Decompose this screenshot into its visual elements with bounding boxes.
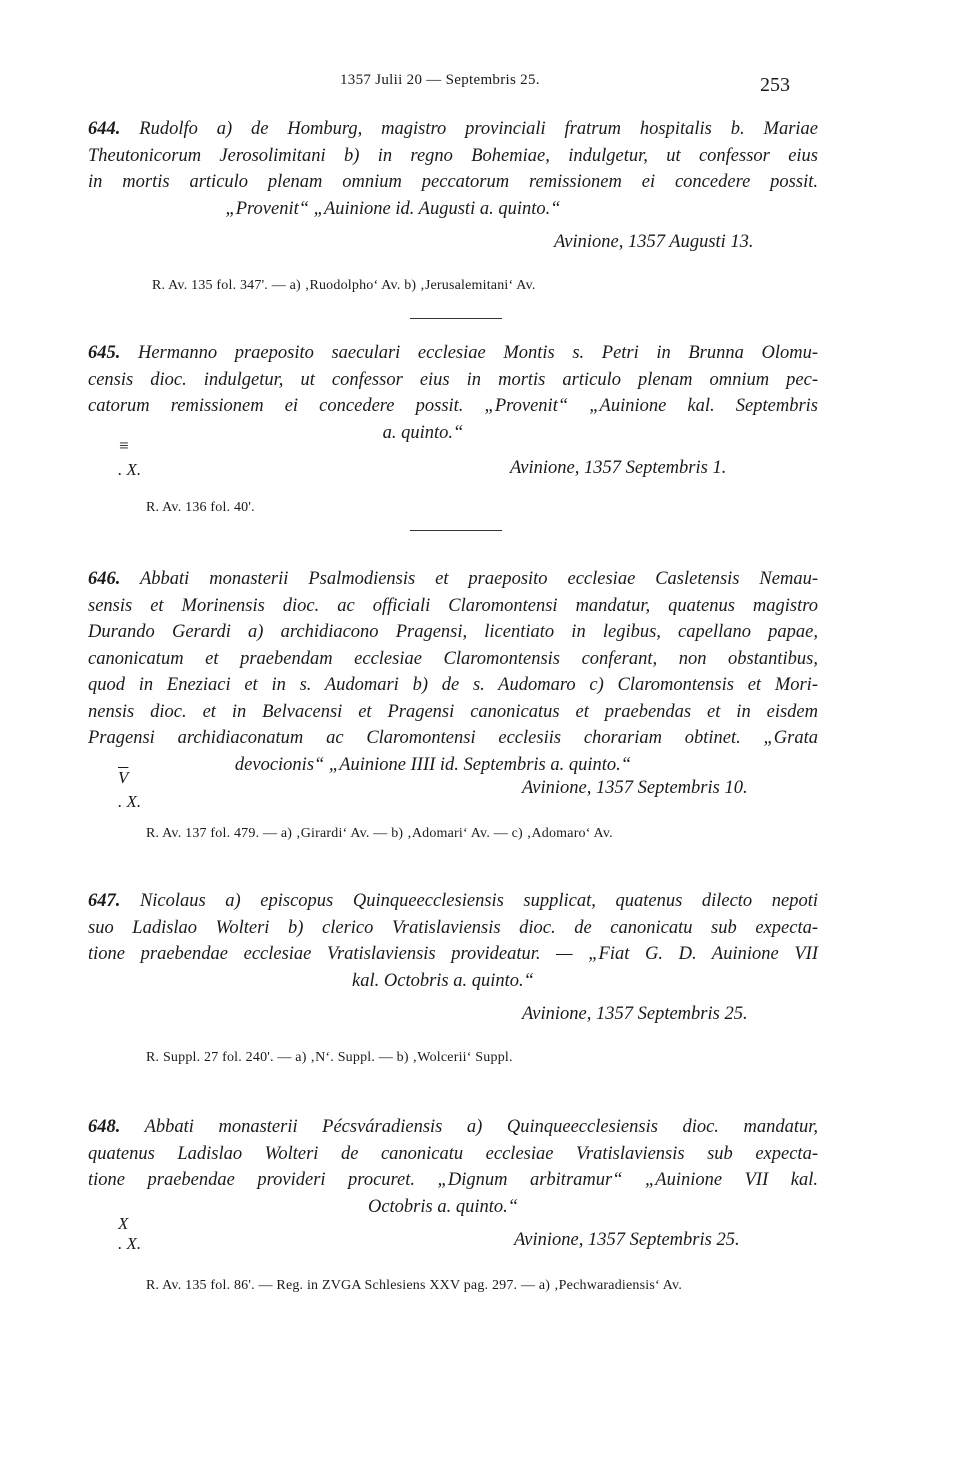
running-head: 1357 Julii 20 — Septembris 25. xyxy=(340,72,540,88)
entry-line: quatenus Ladislao Wolteri de canonicatu ecclesiae Vratislaviensis sub expecta- xyxy=(88,1143,818,1164)
entry-line xyxy=(88,566,818,593)
entry-line: suo Ladislao Wolteri b) clerico Vratislaviensis dioc. de canonicatu sub expecta- xyxy=(88,917,818,938)
entry-line: kal. Octobris a. quinto.“ xyxy=(352,970,534,991)
entry-line: tione praebendae provideri procuret. „Dignum arbitramur“ „Auinione VII kal. xyxy=(88,1170,818,1190)
entry-line xyxy=(88,116,818,143)
entry-note: R. Av. 135 fol. 86'. — Reg. in ZVGA Schlesiens XXV pag. 297. — a) ‚Pechwaradiensis‘ Av. xyxy=(146,1278,683,1293)
margin-mark: $\overline{V}$ xyxy=(118,768,129,787)
entry-line: „Provenit“ „Auinione id. Augusti a. quinto.“ xyxy=(225,198,561,219)
entry-648 xyxy=(88,1114,818,1220)
entry-line xyxy=(88,340,818,367)
entry-note: R. Av. 137 fol. 479. — a) ‚Girardi‘ Av. — b) ‚Adomari‘ Av. — c) ‚Adomaro‘ Av. xyxy=(146,826,613,841)
divider xyxy=(410,530,502,531)
entry-number: 647. xyxy=(88,891,121,911)
page-number: 253 xyxy=(760,74,790,96)
entry-note: R. Av. 136 fol. 40'. xyxy=(146,500,255,515)
entry-646 xyxy=(88,566,818,778)
entry-date: Avinione, 1357 Augusti 13. xyxy=(554,232,754,252)
entry-text: Nicolaus a) episcopus Quinqueecclesiensis supplicat, quatenus dilecto nepoti xyxy=(139,891,818,911)
entry-line: in mortis articulo plenam omnium peccatorum remissionem ei concedere possit. xyxy=(88,172,818,192)
entry-line: a. quinto.“ xyxy=(382,422,464,443)
entry-number: 648. xyxy=(88,1117,121,1137)
margin-mark: . X. xyxy=(118,1234,142,1253)
entry-date: Avinione, 1357 Septembris 10. xyxy=(522,778,748,798)
entry-line: quod in Eneziaci et in s. Audomari b) de s. Audomaro c) Claromontensis et Mori- xyxy=(88,675,818,695)
entry-date: Avinione, 1357 Septembris 25. xyxy=(514,1230,740,1250)
divider xyxy=(410,318,502,319)
entry-number: 645. xyxy=(88,343,121,363)
entry-note: R. Av. 135 fol. 347'. — a) ‚Ruodolpho‘ Av. b) ‚Jerusalemitani‘ Av. xyxy=(152,278,536,293)
entry-line: Durando Gerardi a) archidiacono Pragensi, licentiato in legibus, capellano papae, xyxy=(88,622,818,642)
margin-mark: X xyxy=(118,1214,129,1233)
entry-text: Abbati monasterii Psalmodiensis et praeposito ecclesiae Casletensis Nemau- xyxy=(139,569,818,589)
entry-line: catorum remissionem ei concedere possit. „Provenit“ „Auinione kal. Septembris xyxy=(88,396,818,416)
entry-line: devocionis“ „Auinione IIII id. Septembris a. quinto.“ xyxy=(234,754,632,775)
entry-line: Pragensi archidiaconatum ac Claromontensi ecclesiis chorariam obtinet. „Grata xyxy=(88,728,818,748)
entry-line: tione praebendae ecclesiae Vratislaviensis provideatur. — „Fiat G. D. Auinione VII xyxy=(88,944,818,964)
entry-line xyxy=(88,888,818,915)
entry-647 xyxy=(88,888,818,994)
entry-line: sensis et Morinensis dioc. ac officiali Claromontensi mandatur, quatenus magistro xyxy=(88,595,818,616)
entry-text: Hermanno praeposito saeculari ecclesiae Montis s. Petri in Brunna Olomu- xyxy=(137,343,818,363)
entry-text: Abbati monasterii Pécsváradiensis a) Quinqueecclesiensis dioc. mandatur, xyxy=(144,1117,819,1137)
entry-line: canonicatum et praebendam ecclesiae Claromontensis conferant, non obstantibus, xyxy=(88,648,818,669)
margin-mark: ≡ xyxy=(118,436,130,455)
entry-644 xyxy=(88,116,818,222)
margin-mark: . X. xyxy=(118,460,142,479)
entry-645 xyxy=(88,340,818,446)
entry-note: R. Suppl. 27 fol. 240'. — a) ‚N‘. Suppl. — b) ‚Wolcerii‘ Suppl. xyxy=(146,1050,513,1065)
entry-date: Avinione, 1357 Septembris 1. xyxy=(510,458,727,478)
entry-date: Avinione, 1357 Septembris 25. xyxy=(522,1004,748,1024)
entry-line: Octobris a. quinto.“ xyxy=(367,1196,519,1217)
entry-line: Theutonicorum Jerosolimitani b) in regno Bohemiae, indulgetur, ut confessor eius xyxy=(88,145,818,166)
entry-line: nensis dioc. et in Belvacensi et Pragensi canonicatus et praebendas et in eisdem xyxy=(88,701,818,722)
entry-number: 646. xyxy=(88,569,121,589)
entry-text: Rudolfo a) de Homburg, magistro provinciali fratrum hospitalis b. Mariae xyxy=(139,119,818,139)
entry-line xyxy=(88,1114,818,1141)
entry-line: censis dioc. indulgetur, ut confessor eius in mortis articulo plenam omnium pec- xyxy=(88,369,818,390)
margin-mark: . X. xyxy=(118,792,142,811)
entry-number: 644. xyxy=(88,119,121,139)
